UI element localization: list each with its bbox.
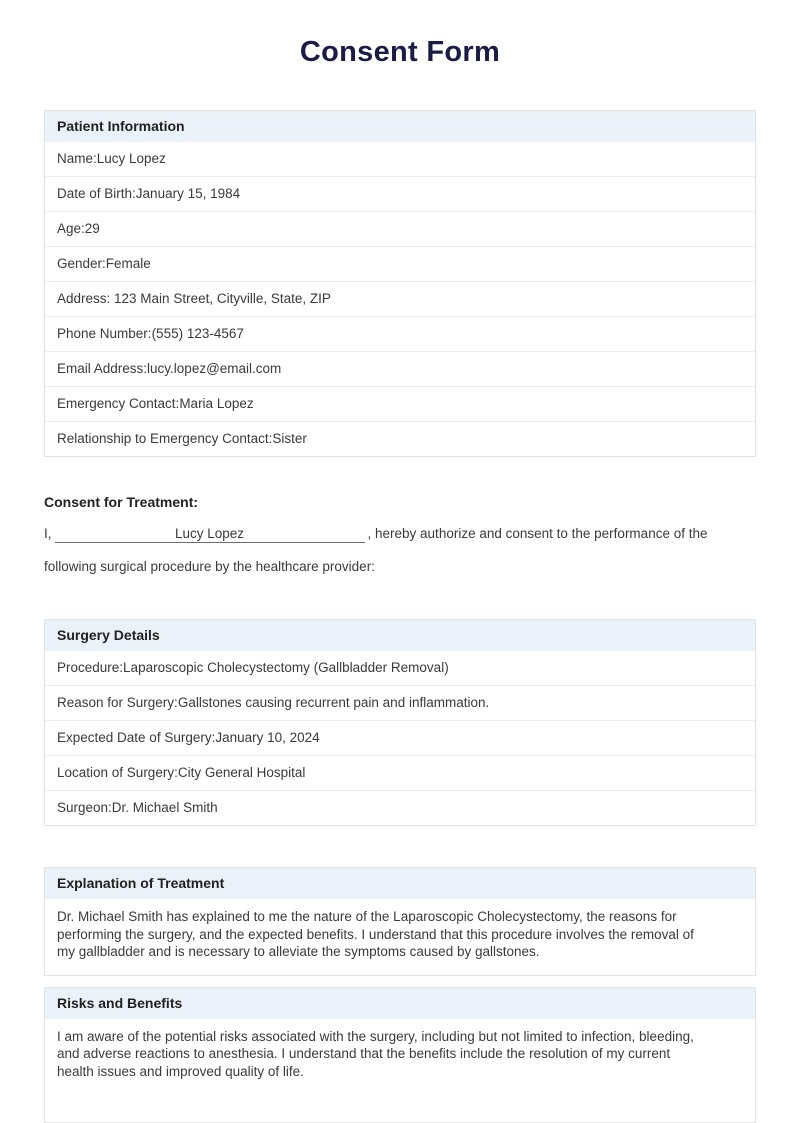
- field-label: Age:: [57, 221, 85, 236]
- table-row: [45, 142, 755, 176]
- table-row: [45, 386, 755, 421]
- field-value: Gallstones causing recurrent pain and inflammation.: [178, 695, 489, 710]
- risks-and-benefits-body: I am aware of the potential risks associated with the surgery, including but not limited to infection, bleeding, and adverse reactions to anesthesia. I understand that the benefits include the resolution of my current health issues and improved quality of life.: [45, 1019, 755, 1123]
- field-label: Date of Birth:: [57, 186, 136, 201]
- table-row: [45, 176, 755, 211]
- table-row: [45, 281, 755, 316]
- field-label: Phone Number:: [57, 326, 152, 341]
- field-label: Relationship to Emergency Contact:: [57, 431, 272, 446]
- table-row: [45, 720, 755, 755]
- surgery-details-rows: [45, 651, 755, 825]
- field-value: January 10, 2024: [215, 730, 319, 745]
- field-value: Female: [106, 256, 151, 271]
- field-label: Address:: [57, 291, 114, 306]
- explanation-of-treatment-section: [44, 867, 756, 976]
- field-value: Lucy Lopez: [97, 151, 166, 166]
- consent-statement-suffix: , hereby authorize and consent to the performance of the following surgical procedure by the healthcare provider:: [44, 526, 707, 574]
- field-value: 29: [85, 221, 100, 236]
- table-row: [45, 685, 755, 720]
- signature-line: [55, 525, 365, 543]
- table-row: [45, 421, 755, 456]
- field-value: Dr. Michael Smith: [112, 800, 218, 815]
- field-label: Emergency Contact:: [57, 396, 179, 411]
- field-value: Maria Lopez: [179, 396, 253, 411]
- table-row: [45, 351, 755, 386]
- document-content: [44, 110, 756, 1123]
- consent-statement-prefix: I,: [44, 526, 52, 541]
- table-row: [45, 790, 755, 825]
- explanation-of-treatment-header: Explanation of Treatment: [45, 868, 755, 899]
- surgery-details-header: Surgery Details: [45, 620, 755, 651]
- consent-statement: [44, 517, 756, 583]
- field-label: Procedure:: [57, 660, 123, 675]
- table-row: [45, 246, 755, 281]
- patient-information-section: [44, 110, 756, 457]
- surgery-details-section: [44, 619, 756, 826]
- explanation-of-treatment-body: Dr. Michael Smith has explained to me the nature of the Laparoscopic Cholecystectomy, the reasons for performing the surgery, and the expected benefits. I understand that this procedure involves the removal of my gallbladder and is necessary to alleviate the symptoms caused by gallstones.: [45, 899, 755, 975]
- field-value: (555) 123-4567: [152, 326, 244, 341]
- field-label: Reason for Surgery:: [57, 695, 178, 710]
- table-row: [45, 316, 755, 351]
- field-value: lucy.lopez@email.com: [147, 361, 281, 376]
- patient-information-header: Patient Information: [45, 111, 755, 142]
- consent-for-treatment-heading: Consent for Treatment:: [44, 494, 756, 510]
- table-row: [45, 211, 755, 246]
- field-label: Email Address:: [57, 361, 147, 376]
- signature-name: Lucy Lopez: [175, 526, 244, 541]
- field-label: Name:: [57, 151, 97, 166]
- field-value: City General Hospital: [178, 765, 306, 780]
- field-value: Laparoscopic Cholecystectomy (Gallbladder Removal): [123, 660, 449, 675]
- table-row: [45, 755, 755, 790]
- field-value: 123 Main Street, Cityville, State, ZIP: [114, 291, 331, 306]
- field-label: Surgeon:: [57, 800, 112, 815]
- field-value: Sister: [272, 431, 307, 446]
- field-label: Gender:: [57, 256, 106, 271]
- risks-and-benefits-section: [44, 987, 756, 1123]
- page-title: Consent Form: [0, 0, 800, 69]
- patient-information-rows: [45, 142, 755, 456]
- risks-and-benefits-header: Risks and Benefits: [45, 988, 755, 1019]
- field-label: Location of Surgery:: [57, 765, 178, 780]
- field-value: January 15, 1984: [136, 186, 240, 201]
- table-row: [45, 651, 755, 685]
- field-label: Expected Date of Surgery:: [57, 730, 215, 745]
